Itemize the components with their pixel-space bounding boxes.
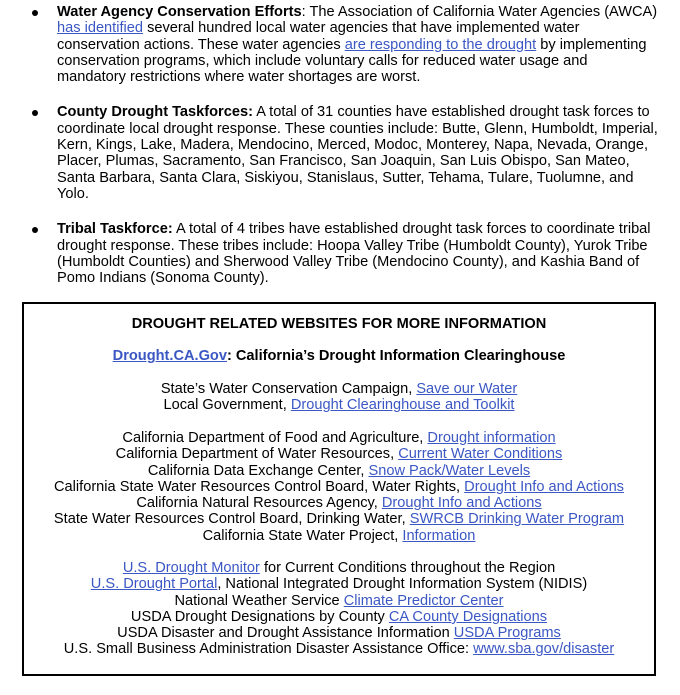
websites-info-box: [22, 302, 656, 676]
bullet-item: [30, 104, 660, 202]
bullet-item: [30, 4, 660, 85]
resource-text: USDA Drought Designations by County: [130, 608, 389, 625]
resource-link[interactable]: Current Water Conditions: [398, 446, 563, 463]
bullet-dot-icon: [32, 110, 38, 116]
resource-text: California Natural Resources Agency,: [136, 495, 382, 512]
inline-link[interactable]: has identified: [57, 20, 144, 37]
state-agency-links-group: [24, 430, 654, 544]
campaign-links-group: [24, 381, 654, 414]
bullet-text: by implementing conservation programs, which include voluntary calls for reduced water usage and mandatory restrictions where water shortages are worst.: [57, 36, 647, 86]
resource-link[interactable]: Drought Info and Actions: [381, 495, 542, 512]
bullet-heading: Water Agency Conservation Efforts: [57, 4, 302, 20]
resource-text: California State Water Project,: [202, 527, 403, 544]
resource-line: [24, 430, 654, 446]
drought-ca-gov-link[interactable]: Drought.CA.Gov: [112, 348, 227, 364]
resource-link[interactable]: Drought Clearinghouse and Toolkit: [290, 397, 515, 414]
resource-line: [24, 625, 654, 641]
resource-line: [24, 511, 654, 527]
resource-line: [24, 528, 654, 544]
bullet-heading: Tribal Taskforce:: [57, 221, 173, 238]
resource-link[interactable]: www.sba.gov/disaster: [473, 641, 615, 658]
resource-line: [24, 593, 654, 609]
resource-text: National Weather Service: [174, 592, 344, 609]
bullet-item: [30, 221, 660, 286]
clearinghouse-text: : California’s Drought Information Clearinghouse: [226, 348, 566, 364]
resource-link[interactable]: Drought information: [427, 430, 556, 446]
resource-line: [24, 495, 654, 511]
resource-link[interactable]: USDA Programs: [453, 625, 561, 642]
bullet-dot-icon: [32, 10, 38, 16]
resource-link[interactable]: U.S. Drought Monitor: [122, 560, 260, 576]
bullet-heading: County Drought Taskforces:: [57, 104, 253, 121]
resource-line: [24, 641, 654, 657]
resource-text: California Department of Food and Agriculture,: [122, 430, 428, 446]
resource-link[interactable]: Save our Water: [416, 381, 518, 397]
bullet-dot-icon: [32, 227, 38, 233]
resource-text: for Current Conditions throughout the Region: [259, 560, 556, 576]
federal-links-group: [24, 560, 654, 658]
resource-text: USDA Disaster and Drought Assistance Information: [117, 625, 454, 642]
resource-link[interactable]: CA County Designations: [388, 608, 548, 625]
bullet-text: several hundred local water agencies that have implemented water conservation actions. These water agencies: [57, 20, 580, 53]
resource-link[interactable]: Drought Info and Actions: [464, 478, 624, 495]
resource-line: [24, 397, 654, 413]
resource-text: Local Government,: [163, 397, 291, 414]
resource-line: [24, 381, 654, 397]
box-title: DROUGHT RELATED WEBSITES FOR MORE INFORMATION: [131, 316, 547, 332]
bullet-text: A total of 4 tribes have established drought task forces to coordinate tribal drought response. These tribes include: Hoopa Valley Tribe (Humboldt County), Yurok Tribe (Humboldt Counties) and Sherwood Valley Tribe (Mendocino County), and Kashia Band of Pomo Indians (Sonoma County).: [57, 221, 651, 287]
resource-text: , National Integrated Drought Information System (NIDIS): [217, 576, 588, 593]
resource-link[interactable]: SWRCB Drinking Water Program: [409, 511, 625, 528]
bullet-text: : The Association of California Water Agencies (AWCA): [301, 4, 658, 20]
resource-text: State Water Resources Control Board, Drinking Water,: [53, 511, 410, 528]
resource-text: California State Water Resources Control Board, Water Rights,: [54, 478, 465, 495]
bullet-text: A total of 31 counties have established drought task forces to coordinate local drought response. These counties include: Butte, Glenn, Humboldt, Imperial, Kern, Kings, Lake, Madera, Mendocino, Merced, Modoc, Monterey, Napa, Nevada, Orange, Placer, Plumas, Sacramento, San Francisco, San Joaquin, San Luis Obispo, San Mateo, Santa Barbara, Santa Clara, Siskiyou, Stanislaus, Sutter, Tehama, Tulare, Tuolumne, and Yolo.: [57, 104, 658, 202]
resource-text: California Department of Water Resources,: [115, 446, 399, 463]
resource-line: [24, 463, 654, 479]
resource-line: [24, 576, 654, 592]
resource-line: [24, 479, 654, 495]
resource-link[interactable]: Climate Predictor Center: [343, 592, 504, 609]
resource-text: State’s Water Conservation Campaign,: [160, 381, 417, 397]
resource-text: U.S. Small Business Administration Disaster Assistance Office:: [63, 641, 474, 658]
resource-link[interactable]: U.S. Drought Portal: [90, 576, 218, 593]
resource-link[interactable]: Information: [402, 527, 476, 544]
resource-line: [24, 560, 654, 576]
resource-link[interactable]: Snow Pack/Water Levels: [368, 462, 531, 479]
resource-line: [24, 609, 654, 625]
resource-line: [24, 446, 654, 462]
resource-text: California Data Exchange Center,: [147, 462, 369, 479]
bullet-list: [30, 4, 660, 305]
inline-link[interactable]: are responding to the drought: [344, 36, 537, 53]
clearinghouse-line: [24, 348, 654, 364]
